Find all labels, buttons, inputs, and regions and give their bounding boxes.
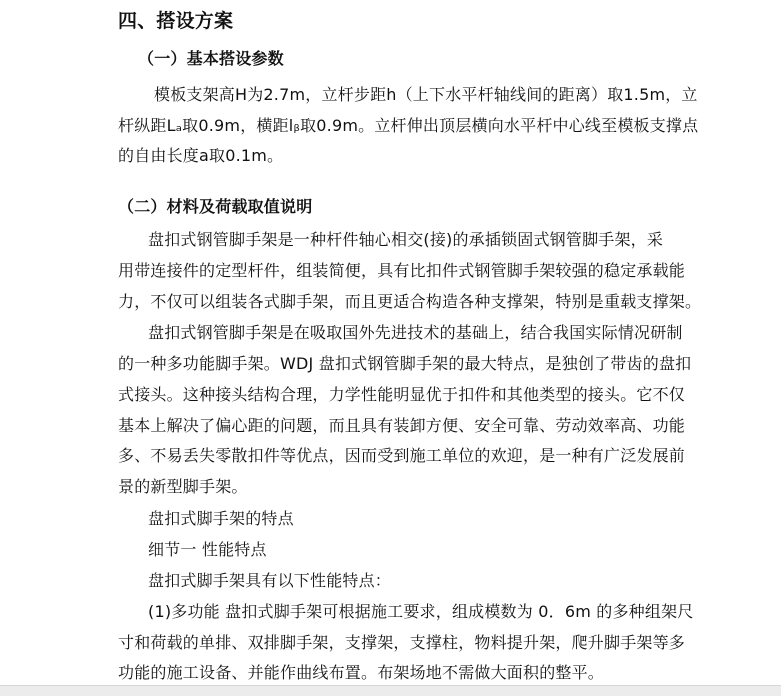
paragraph-line: 的自由长度a取0.1m。 xyxy=(118,146,284,165)
list-item-line: 寸和荷载的单排、双排脚手架，支撑架，支撑柱，物料提升架，爬升脚手架等多 xyxy=(118,633,686,652)
paragraph-line: 模板支架高H为2.7m，立杆步距h（上下水平杆轴线间的距离）取1.5m，立 xyxy=(154,85,698,104)
paragraph-line: 景的新型脚手架。 xyxy=(118,477,248,496)
detail-title: 细节一 性能特点 xyxy=(148,540,267,559)
paragraph-line: 力，不仅可以组装各式脚手架，而且更适合构造各种支撑架，特别是重载支撑架。 xyxy=(118,292,702,311)
section-title: 四、搭设方案 xyxy=(118,10,234,32)
paragraph-line: 基本上解决了偏心距的问题，而且具有装卸方便、安全可靠、劳动效率高、功能 xyxy=(118,416,686,435)
paragraph-line: 盘扣式钢管脚手架是在吸取国外先进技术的基础上，结合我国实际情况研制 xyxy=(148,323,683,342)
subsection-title-materials: （二）材料及荷载取值说明 xyxy=(118,197,313,216)
paragraph-line: 用带连接件的定型杆件，组装简便，具有比扣件式钢管脚手架较强的稳定承载能 xyxy=(118,261,686,280)
paragraph-line: 多、不易丢失零散扣件等优点，因而受到施工单位的欢迎，是一种有广泛发展前 xyxy=(118,446,686,465)
features-intro: 盘扣式脚手架具有以下性能特点： xyxy=(148,571,392,590)
paragraph-line: 盘扣式钢管脚手架是一种杆件轴心相交(接)的承插锁固式钢管脚手架，采 xyxy=(148,230,664,249)
features-title: 盘扣式脚手架的特点 xyxy=(148,509,294,528)
list-item-line: 功能的施工设备、并能作曲线布置。布架场地不需做大面积的整平。 xyxy=(118,663,605,682)
subsection-title-basic-parameters: （一）基本搭设参数 xyxy=(138,49,284,68)
page-bottom-edge xyxy=(0,685,781,696)
paragraph-line: 的一种多功能脚手架。WDJ 盘扣式钢管脚手架的最大特点，是独创了带齿的盘扣 xyxy=(118,354,692,373)
list-item-line: (1)多功能 盘扣式脚手架可根据施工要求，组成模数为 0．6m 的多种组架尺 xyxy=(148,602,694,621)
paragraph-line: 式接头。这种接头结构合理，力学性能明显优于扣件和其他类型的接头。它不仅 xyxy=(118,385,686,404)
paragraph-line: 杆纵距Lₐ取0.9m，横距lᵦ取0.9m。立杆伸出顶层横向水平杆中心线至模板支撑点 xyxy=(118,116,699,135)
